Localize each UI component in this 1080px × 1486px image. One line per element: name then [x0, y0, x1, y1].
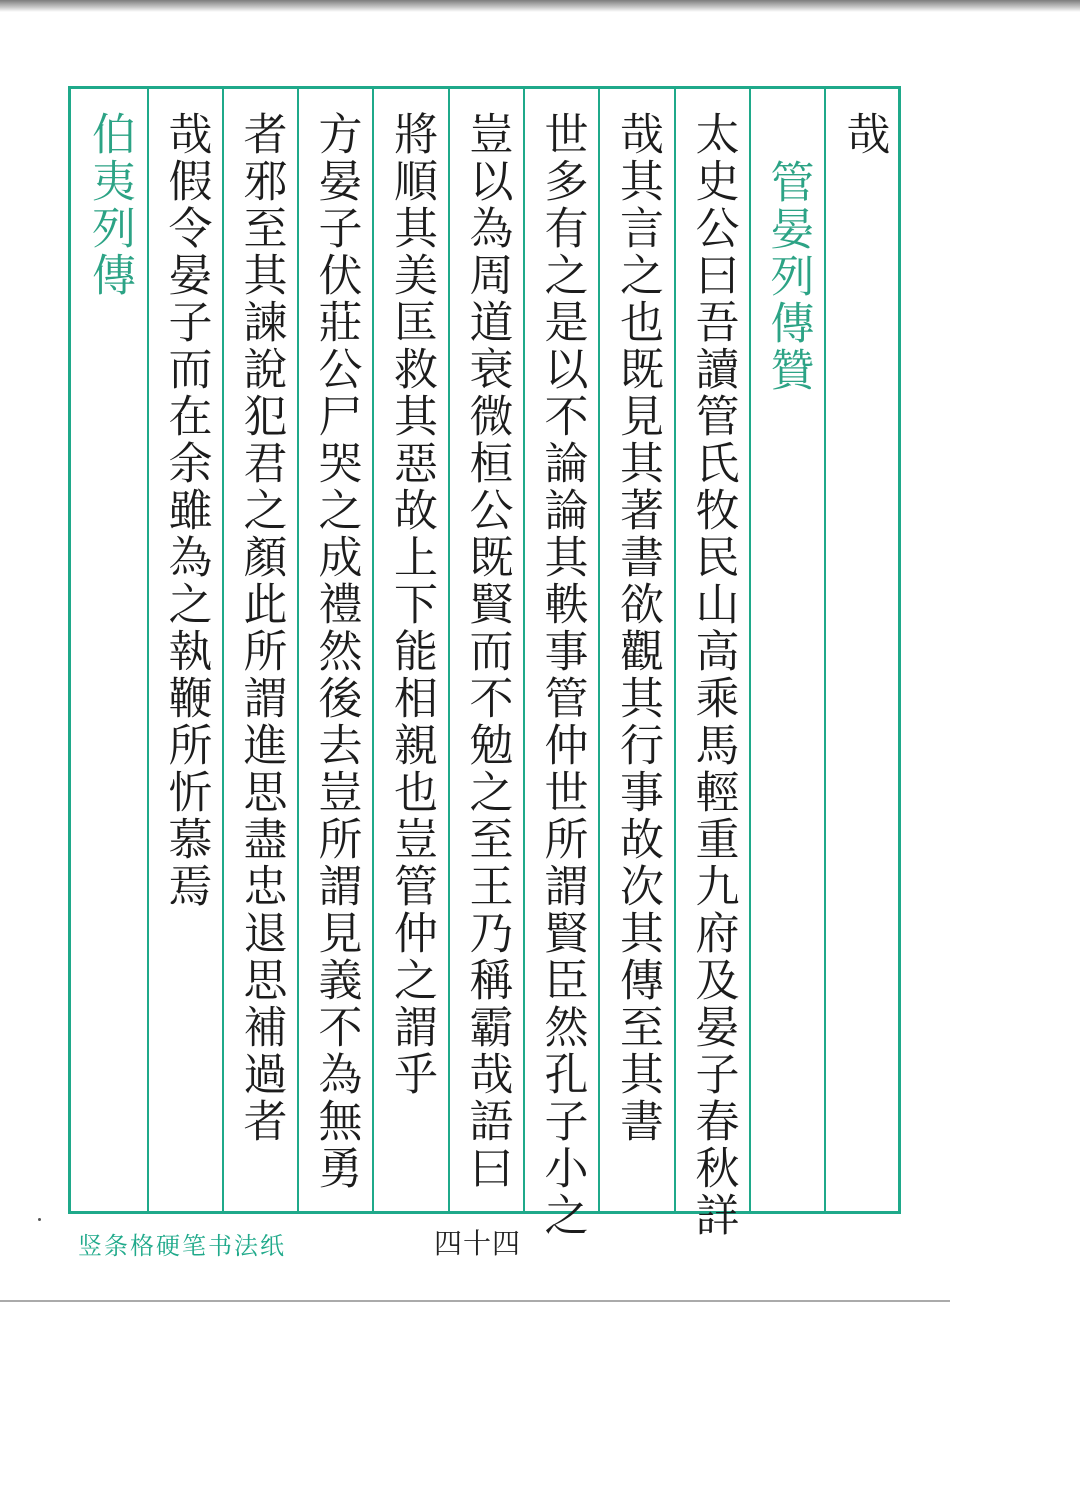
column-text-11: 伯夷列傳	[84, 111, 135, 299]
scan-bottom-rule	[0, 1300, 950, 1302]
column-text-9: 者邪至其諫說犯君之顏此所謂進思盡忠退思補過者	[235, 111, 287, 1145]
column-text-6: 豈以為周道衰微桓公既賢而不勉之至王乃稱霸哉語曰	[461, 111, 513, 1192]
grid-column-10	[147, 89, 222, 1211]
grid-column-8	[297, 89, 372, 1211]
column-text-7: 將順其美匡救其惡故上下能相親也豈管仲之謂乎	[386, 111, 437, 1098]
grid-column-11	[71, 89, 147, 1211]
paper-label: 竖条格硬笔书法纸	[78, 1232, 286, 1260]
grid-column-3	[674, 89, 749, 1239]
column-text-5: 世多有之是以不論論其軼事管仲世所謂賢臣然孔子小之	[536, 111, 588, 1239]
grid-column-9	[222, 89, 297, 1211]
grid-column-5	[523, 89, 598, 1239]
scan-edge-shadow	[0, 0, 1080, 12]
column-text-3: 太史公曰吾讀管氏牧民山高乘馬輕重九府及晏子春秋詳	[687, 111, 739, 1239]
column-text-1: 哉	[838, 111, 890, 158]
grid-column-7	[372, 89, 448, 1211]
column-text-10: 哉假令晏子而在余雖為之執鞭所忻慕焉	[160, 111, 212, 910]
page-number: 四十四	[434, 1227, 522, 1260]
calligraphy-grid	[68, 86, 901, 1239]
grid-column-4	[598, 89, 674, 1211]
grid-column-6	[448, 89, 523, 1211]
column-text-2: 管晏列傳贊	[762, 159, 814, 394]
column-text-4: 哉其言之也既見其著書欲觀其行事故次其傳至其書	[612, 111, 663, 1145]
column-text-8: 方晏子伏莊公尸哭之成禮然後去豈所謂見義不為無勇	[310, 111, 362, 1192]
grid-column-1	[824, 89, 901, 1211]
margin-dot	[38, 1218, 41, 1221]
grid-column-2	[749, 89, 824, 1211]
